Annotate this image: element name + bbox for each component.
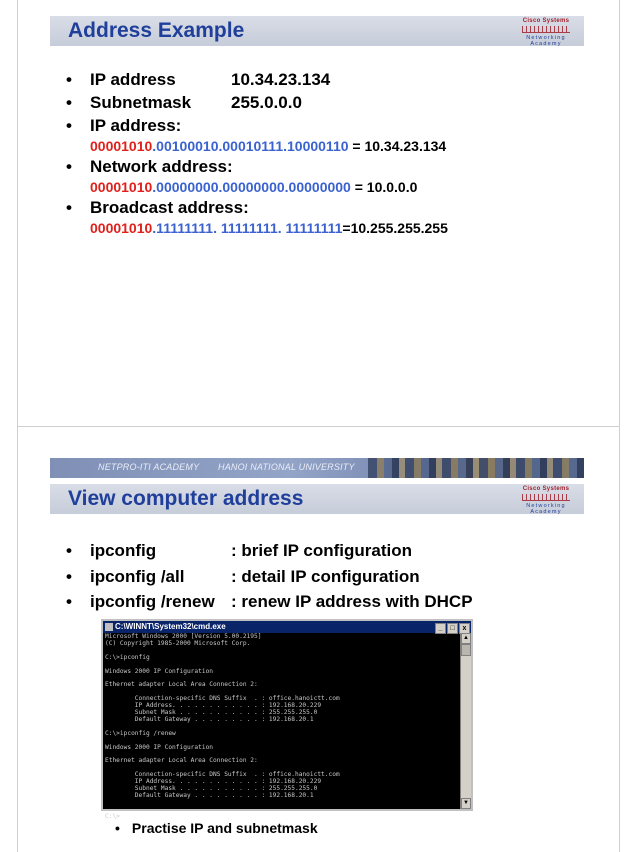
list-item-ip-address: [66, 70, 448, 90]
command-name: ipconfig /all: [90, 566, 185, 586]
practise-text: Practise IP and subnetmask: [131, 820, 318, 836]
slide-separator: [17, 426, 620, 427]
practise-note: [115, 820, 318, 836]
broadcast-address-label: Broadcast address:: [90, 198, 249, 217]
bullet-icon: •: [66, 116, 72, 135]
close-button[interactable]: x: [459, 623, 470, 634]
list-item-network-address: [66, 157, 448, 195]
broadcast-binary-line: [90, 220, 448, 236]
university-name: HANOI NATIONAL UNIVERSITY: [218, 462, 355, 472]
network-bits: 00001010: [90, 138, 153, 154]
slide-address-example: [50, 0, 584, 420]
command-desc: : renew IP address with DHCP: [231, 592, 473, 611]
cmd-window-title: C:\WINNT\System32\cmd.exe: [115, 622, 226, 631]
list-item-ip-binary: [66, 116, 448, 154]
list-item-ipconfig-renew: [66, 589, 473, 615]
command-name: ipconfig /renew: [90, 592, 215, 611]
list-item-subnetmask: [66, 93, 448, 113]
bullet-icon: •: [66, 93, 72, 112]
command-list: [66, 538, 473, 615]
console-output: Microsoft Windows 2000 [Version 5.00.2195] (C) Copyright 1985-2000 Microsoft Corp. C:\>ipconfig Windows 2000 IP Configuration Ethernet adapter Local Area Connection 2: Connection-specific DNS Suffix . : office.hanoictt.com IP Address. . . . . . . . . . . . : 192.168.20.229 Subnet Mask . . . . . . . . . . . : 255.255.255.0 Default Gateway . . . . . . . . . : 192.168.20.1 C:\>ipconfig /renew Windows 2000 IP Configuration Ethernet adapter Local Area Connection 2: Connection-specific DNS Suffix . : office.hanoictt.com IP Address. . . . . . . . . . . . : 192.168.20.229 Subnet Mask . . . . . . . . . . . : 255.255.255.0 Default Gateway . . . . . . . . . : 192.168.20.1 C:\>: [105, 633, 340, 820]
maximize-button[interactable]: □: [447, 623, 458, 634]
command-name: ipconfig: [90, 541, 157, 560]
slide-title: View computer address: [68, 487, 304, 510]
networking-academy-text: Networking Academy: [526, 503, 566, 515]
decimal-result: = 10.34.23.134: [348, 138, 447, 154]
host-bits: .11111111. 11111111. 11111111: [152, 220, 343, 236]
command-desc: : brief IP configuration: [231, 541, 413, 560]
cisco-systems-text: Cisco Systems: [522, 486, 570, 492]
bullet-icon: •: [115, 820, 120, 836]
command-desc: : detail IP configuration: [231, 566, 420, 586]
network-address-label: Network address:: [90, 157, 233, 176]
list-item-ipconfig-all: [66, 564, 473, 590]
host-bits: .00000000.00000000.00000000: [152, 179, 351, 195]
network-bits: 00001010: [90, 179, 153, 195]
decimal-result: =10.255.255.255: [342, 220, 448, 236]
decimal-result: = 10.0.0.0: [350, 179, 418, 195]
bullet-icon: •: [66, 566, 72, 586]
header-strip: [50, 458, 584, 478]
ip-value: 10.34.23.134: [231, 70, 331, 89]
header-photo-band: [368, 458, 584, 478]
scroll-up-icon[interactable]: ▲: [461, 633, 471, 644]
scroll-down-icon[interactable]: ▼: [461, 798, 471, 809]
network-bits: 00001010: [90, 220, 153, 236]
network-binary-line: [90, 179, 448, 195]
ip-binary-label: IP address:: [90, 116, 182, 135]
list-item-broadcast-address: [66, 198, 448, 236]
title-bar: [50, 16, 584, 46]
minimize-button[interactable]: _: [435, 623, 446, 634]
cmd-window[interactable]: [101, 619, 473, 820]
mask-label: Subnetmask: [90, 93, 192, 112]
host-bits: .00100010.00010111.10000110: [152, 138, 349, 154]
cisco-bridge-icon: [522, 494, 570, 501]
title-bar: [50, 484, 584, 514]
bullet-icon: •: [66, 541, 72, 560]
networking-academy-text: Networking Academy: [526, 35, 566, 47]
cisco-systems-text: Cisco Systems: [522, 18, 570, 24]
slide-title: Address Example: [68, 19, 245, 42]
academy-name: NETPRO-ITI ACADEMY: [98, 462, 200, 472]
slide-view-computer-address: [50, 458, 584, 852]
bullet-icon: •: [66, 70, 72, 89]
bullet-list: [66, 70, 448, 239]
bullet-icon: •: [66, 198, 72, 217]
mask-value: 255.0.0.0: [231, 93, 302, 112]
bullet-icon: •: [66, 157, 72, 176]
cisco-logo: [514, 484, 578, 515]
bullet-icon: •: [66, 592, 72, 611]
ip-binary-line: [90, 138, 448, 154]
cmd-title-bar[interactable]: [103, 621, 471, 633]
console-icon: [105, 623, 113, 631]
cisco-bridge-icon: [522, 26, 570, 33]
ip-label: IP address: [90, 70, 176, 89]
cisco-logo: [514, 16, 578, 47]
list-item-ipconfig: [66, 538, 473, 564]
vertical-scrollbar[interactable]: [460, 633, 471, 809]
scroll-thumb[interactable]: [461, 644, 471, 656]
